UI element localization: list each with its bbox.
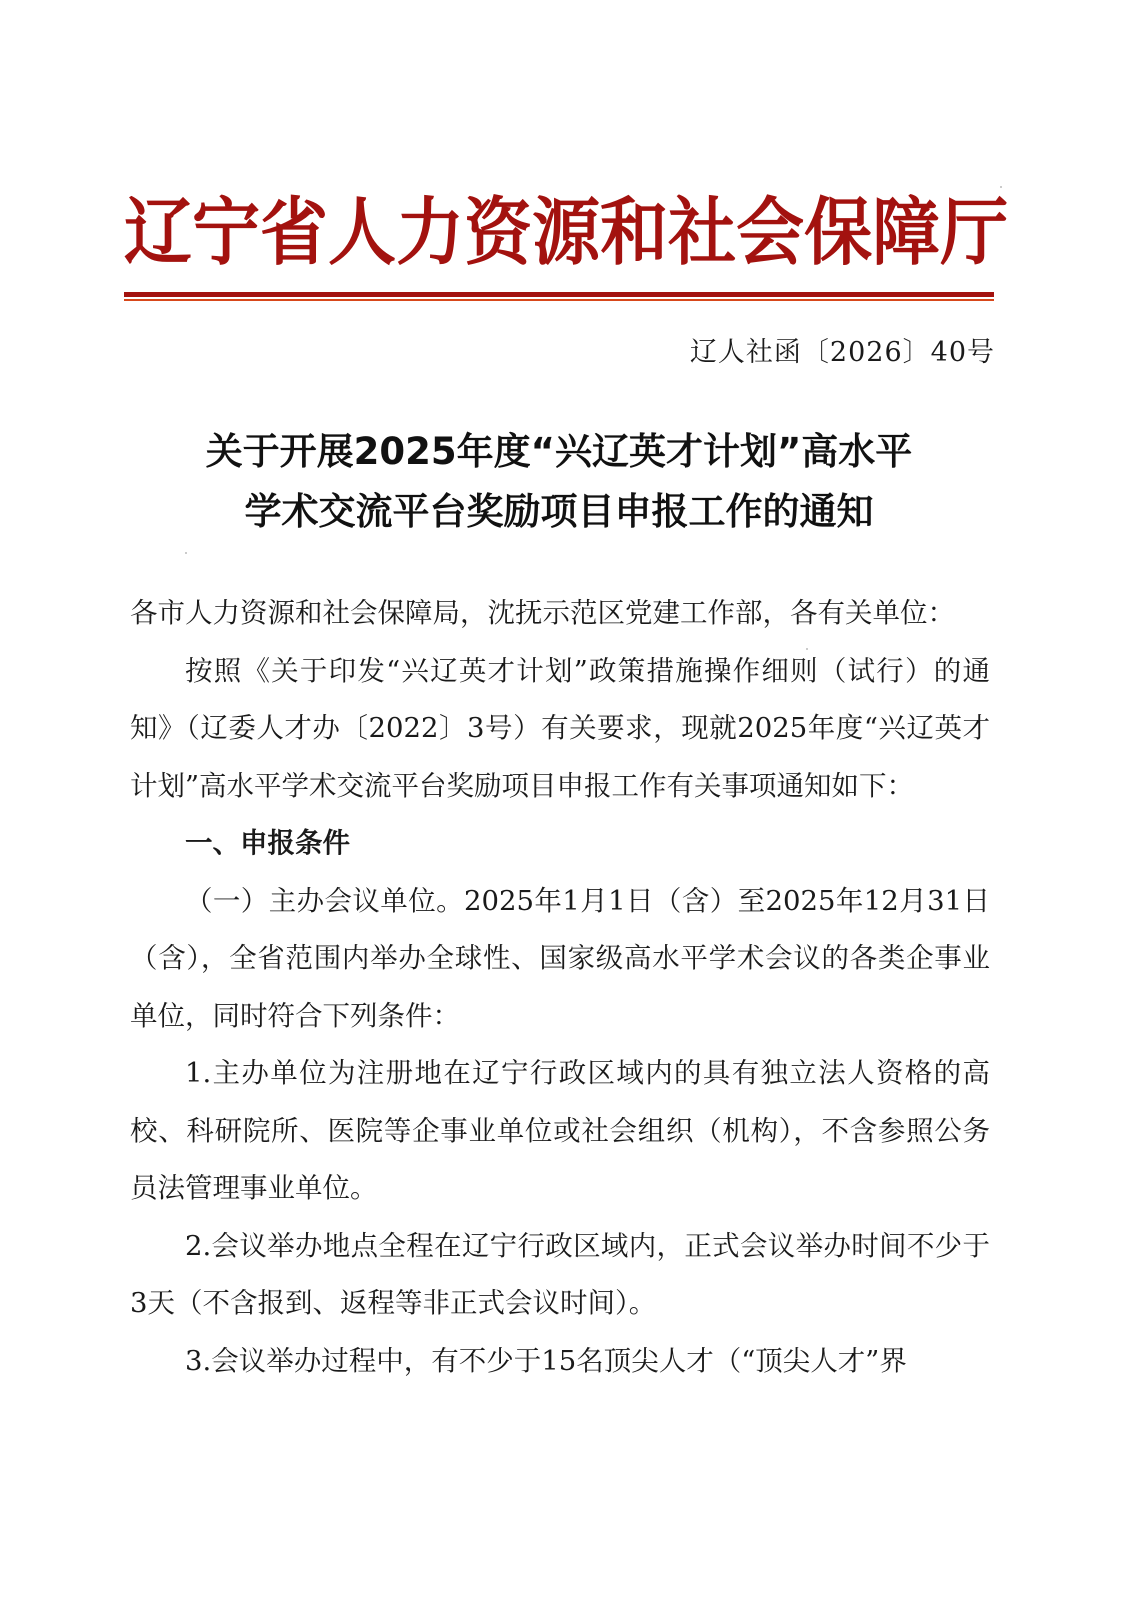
document-title xyxy=(124,422,994,542)
condition-item-2: 2.会议举办地点全程在辽宁行政区域内，正式会议举办时间不少于3天（不含报到、返程等非正式会议时间）。 xyxy=(130,1229,990,1319)
header-character: 和 xyxy=(600,189,669,276)
header-character: 宁 xyxy=(192,189,261,276)
intro-paragraph: 按照《关于印发“兴辽英才计划”政策措施操作细则（试行）的通知》（辽委人才办〔2022〕3号）有关要求，现就2025年度“兴辽英才计划”高水平学术交流平台奖励项目申报工作有关事项通知如下： xyxy=(130,654,990,802)
header-character: 社 xyxy=(668,189,737,276)
scan-speck xyxy=(185,552,187,554)
header-character: 保 xyxy=(804,189,873,276)
title-line-1: 关于开展2025年度“兴辽英才计划”高水平 xyxy=(205,430,913,473)
scan-speck xyxy=(806,648,808,650)
document-number: 辽人社函〔2026〕40号 xyxy=(689,337,995,368)
title-line-2: 学术交流平台奖励项目申报工作的通知 xyxy=(244,490,874,533)
header-character: 省 xyxy=(260,189,329,276)
header-character: 资 xyxy=(464,189,533,276)
header-character: 力 xyxy=(396,189,465,276)
header-character: 人 xyxy=(328,189,397,276)
red-divider-thick xyxy=(124,292,994,297)
scan-speck xyxy=(1000,186,1002,188)
subsection-1: （一）主办会议单位。2025年1月1日（含）至2025年12月31日（含），全省范围内举办全球性、国家级高水平学术会议的各类企事业单位，同时符合下列条件： xyxy=(130,884,990,1032)
header-character: 源 xyxy=(532,189,601,276)
condition-item-1: 1.主办单位为注册地在辽宁行政区域内的具有独立法人资格的高校、科研院所、医院等企事业单位或社会组织（机构），不含参照公务员法管理事业单位。 xyxy=(130,1057,990,1204)
condition-item-3: 3.会议举办过程中，有不少于15名顶尖人才（“顶尖人才”界 xyxy=(185,1344,907,1377)
header-character: 辽 xyxy=(124,189,193,276)
red-divider-thin xyxy=(124,299,994,301)
header-character: 障 xyxy=(872,189,941,276)
header-character: 厅 xyxy=(940,189,1009,276)
organization-header xyxy=(124,178,1009,276)
salutation: 各市人力资源和社会保障局，沈抚示范区党建工作部，各有关单位： xyxy=(130,597,955,629)
document-body xyxy=(130,585,990,1390)
section-heading-1: 一、申报条件 xyxy=(185,827,350,859)
header-character: 会 xyxy=(736,189,805,276)
